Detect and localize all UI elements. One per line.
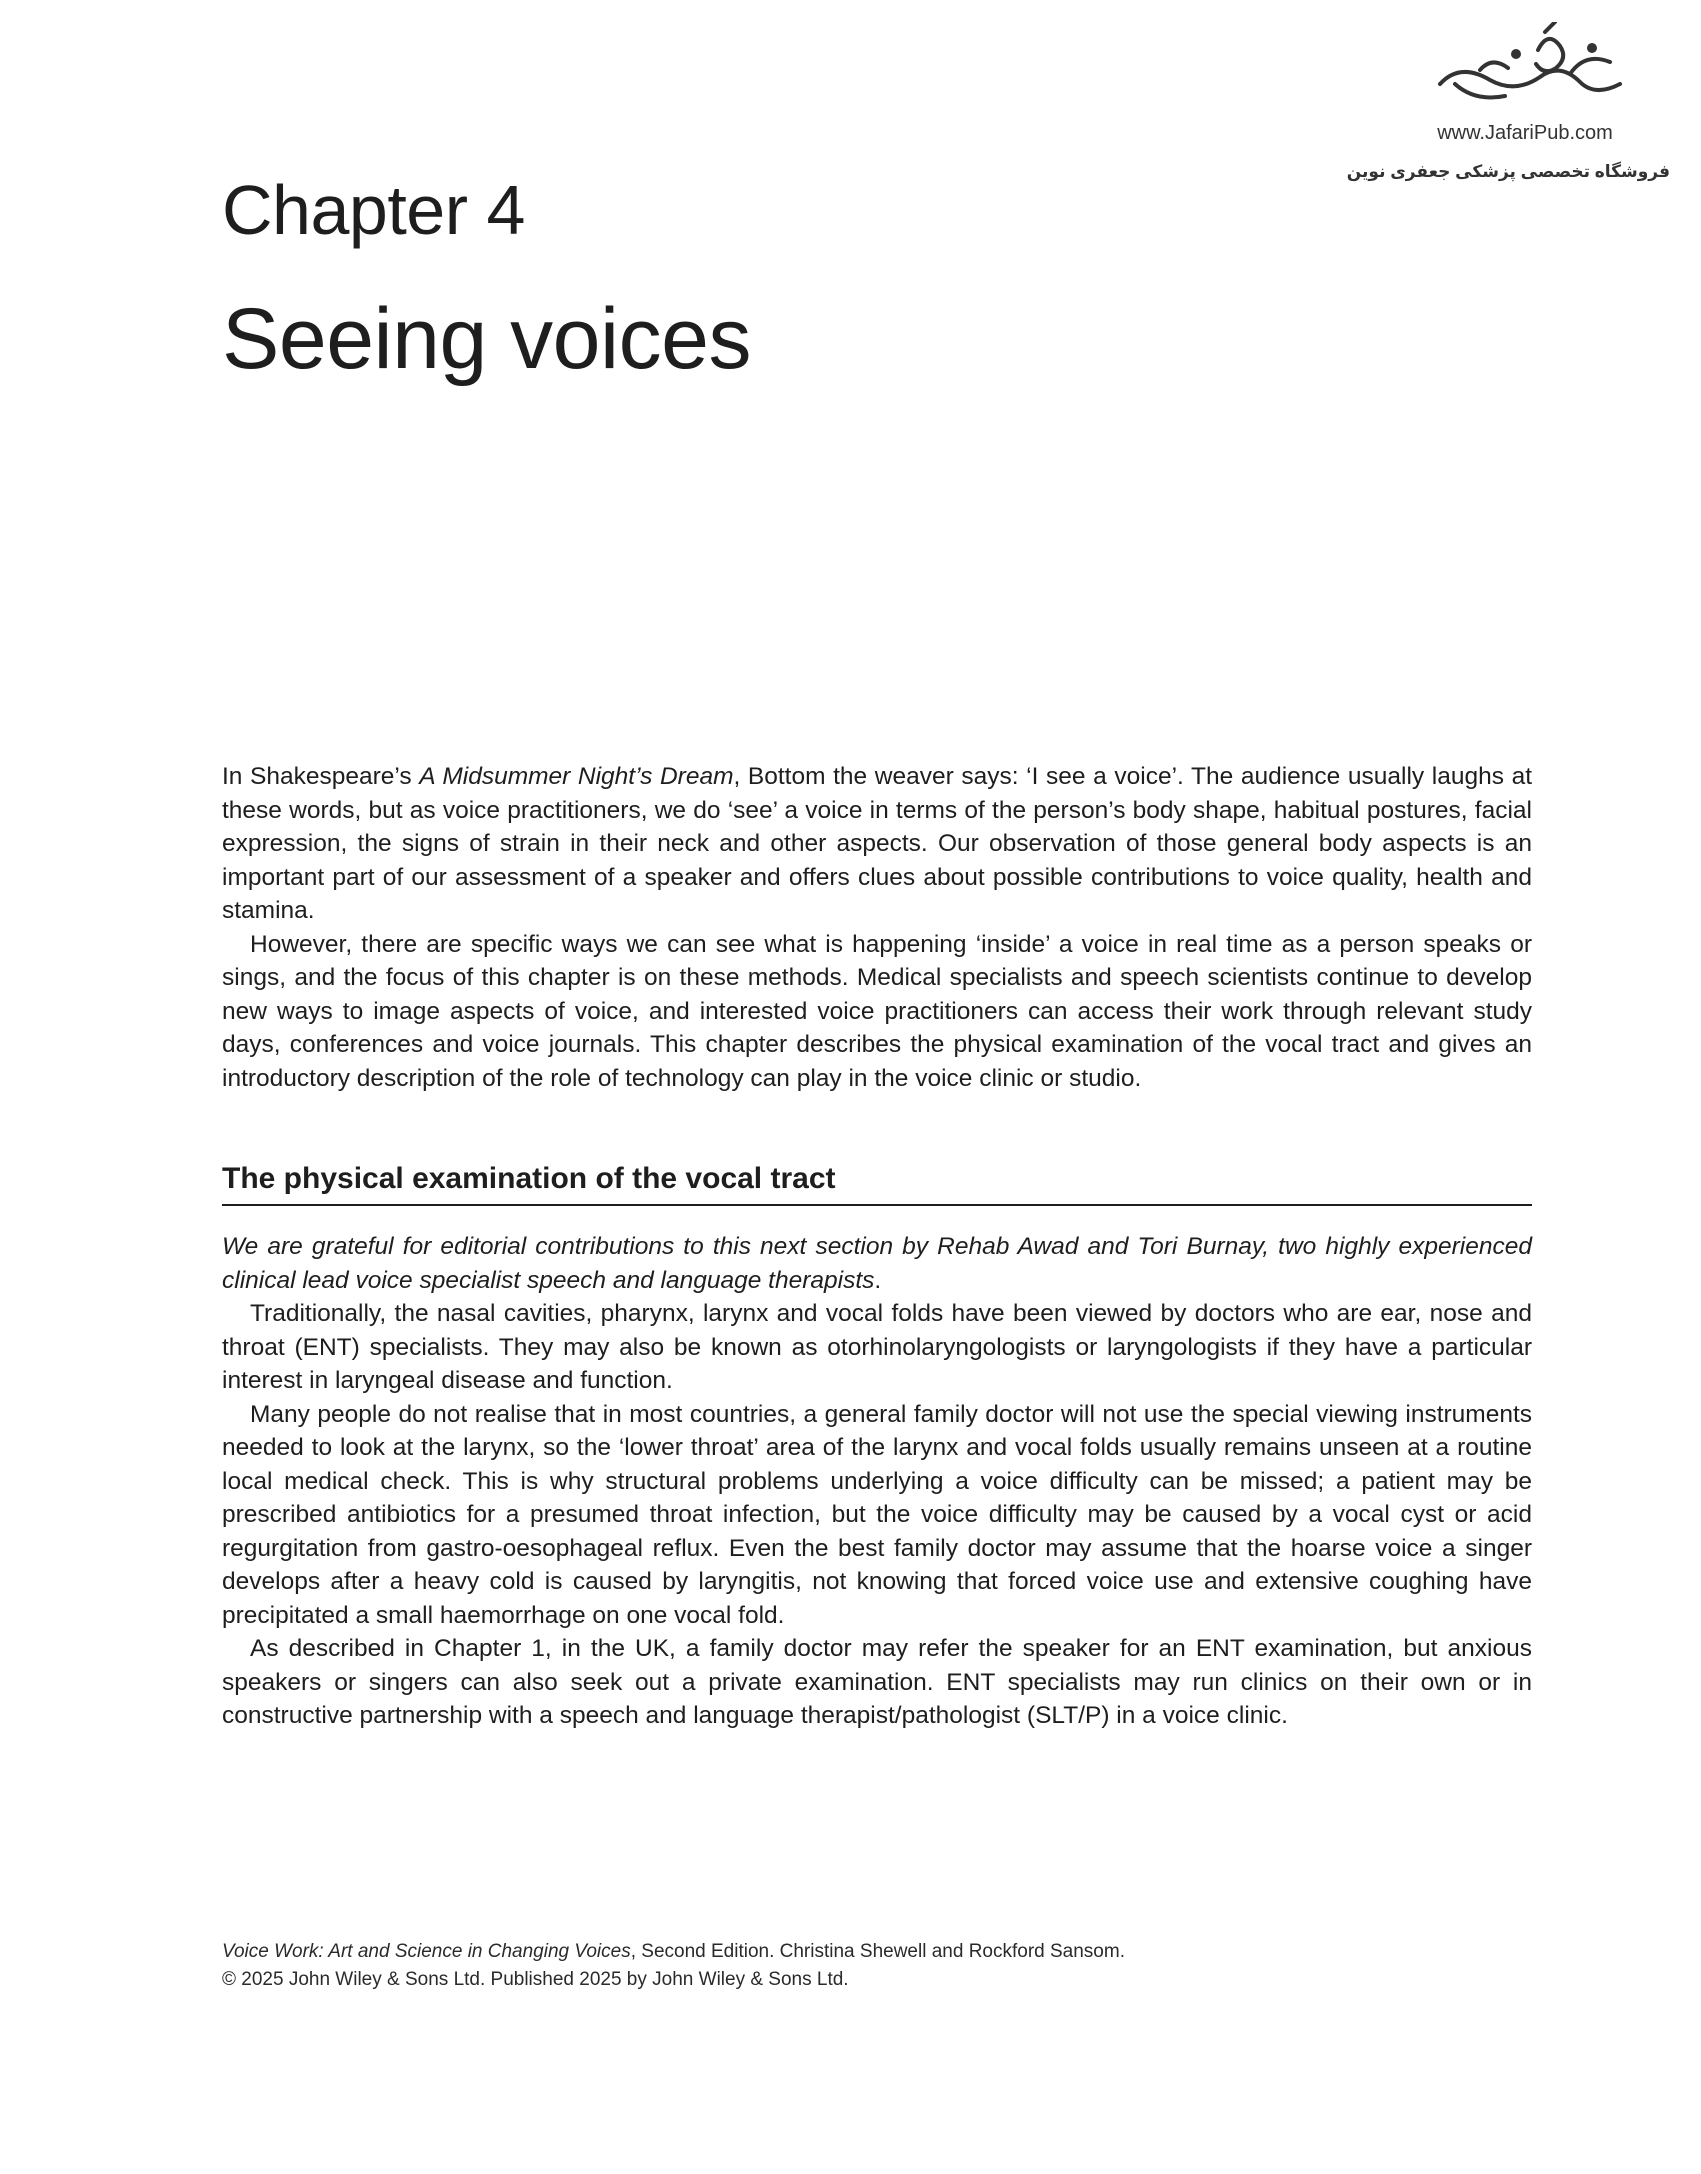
page-footer [222,1938,1125,1994]
intro-paragraph-2: However, there are specific ways we can see what is happening ‘inside’ a voice in real time as a person speaks or sings, and the focus of this chapter is on these methods. Medical specialists and speech scientists continue to develop new ways to image aspects of voice, and interested voice practitioners can access their work through relevant study days, conferences and voice journals. This chapter describes the physical examination of the vocal tract and gives an introductory description of the role of technology can play in the voice clinic or studio. [222,930,1532,1092]
book-edition-authors: , Second Edition. Christina Shewell and Rockford Sansom. [630,1941,1125,1962]
book-citation [222,1938,1125,1966]
publisher-tagline: فروشگاه تخصصی پزشکی جعفری نوین [1346,162,1670,181]
publisher-logo [1346,22,1670,192]
section-text [222,1230,1532,1733]
acknowledgement-paragraph [222,1230,1532,1297]
section-paragraph-2: Many people do not realise that in most countries, a general family doctor will not use the special viewing instruments needed to look at the larynx, so the ‘lower throat’ area of the larynx and vocal folds usually remains unseen at a routine local medical check. This is why structural problems underlying a voice difficulty can be missed; a patient may be prescribed antibiotics for a presumed throat infection, but the voice difficulty may be caused by a vocal cyst or acid regurgitation from gastro-oesophageal reflux. Even the best family doctor may assume that the hoarse voice a singer develops after a heavy cold is caused by laryngitis, not knowing that forced voice use and extensive coughing have precipitated a small haemorrhage on one vocal fold. [222,1400,1532,1629]
section-paragraph-1: Traditionally, the nasal cavities, pharynx, larynx and vocal folds have been viewed by doctors who are ear, nose and throat (ENT) specialists. They may also be known as otorhinolaryngologists or laryngologists if they have a particular interest in laryngeal disease and function. [222,1300,1532,1394]
intro-paragraph-1-rest: , Bottom the weaver says: ‘I see a voice’. The audience usually laughs at these words, but as voice practitioners, we do ‘see’ a voice in terms of the person’s body shape, habitual postures, facial expression, the signs of strain in their neck and other aspects. Our observation of those general body aspects is an important part of our assessment of a speaker and offers clues about possible contributions to voice quality, health and stamina. [222,763,1533,924]
intro-paragraph-1 [222,760,1532,928]
play-title: A Midsummer Night’s Dream [419,763,734,790]
intro-paragraph-1-start: In Shakespeare’s [222,763,420,790]
chapter-label: Chapter 4 [222,171,525,249]
section-heading: The physical examination of the vocal tract [222,1162,1532,1206]
copyright-line: © 2025 John Wiley & Sons Ltd. Published 2025 by John Wiley & Sons Ltd. [222,1969,849,1990]
calligraphy-logo-icon [1420,22,1640,117]
publisher-url: www.JafariPub.com [1437,122,1613,144]
chapter-title: Seeing voices [222,291,751,387]
acknowledgement-text: We are grateful for editorial contributions to this next section by Rehab Awad and Tori Burnay, two highly experienced clinical lead voice specialist speech and language therapists [222,1233,1532,1294]
intro-text [222,760,1532,1095]
section-paragraph-3: As described in Chapter 1, in the UK, a family doctor may refer the speaker for an ENT examination, but anxious speakers or singers can also seek out a private examination. ENT specialists may run clinics on their own or in constructive partnership with a speech and language therapist/pathologist (SLT/P) in a voice clinic. [222,1635,1532,1729]
book-title: Voice Work: Art and Science in Changing Voices [222,1941,631,1962]
acknowledgement-period: . [874,1266,882,1294]
